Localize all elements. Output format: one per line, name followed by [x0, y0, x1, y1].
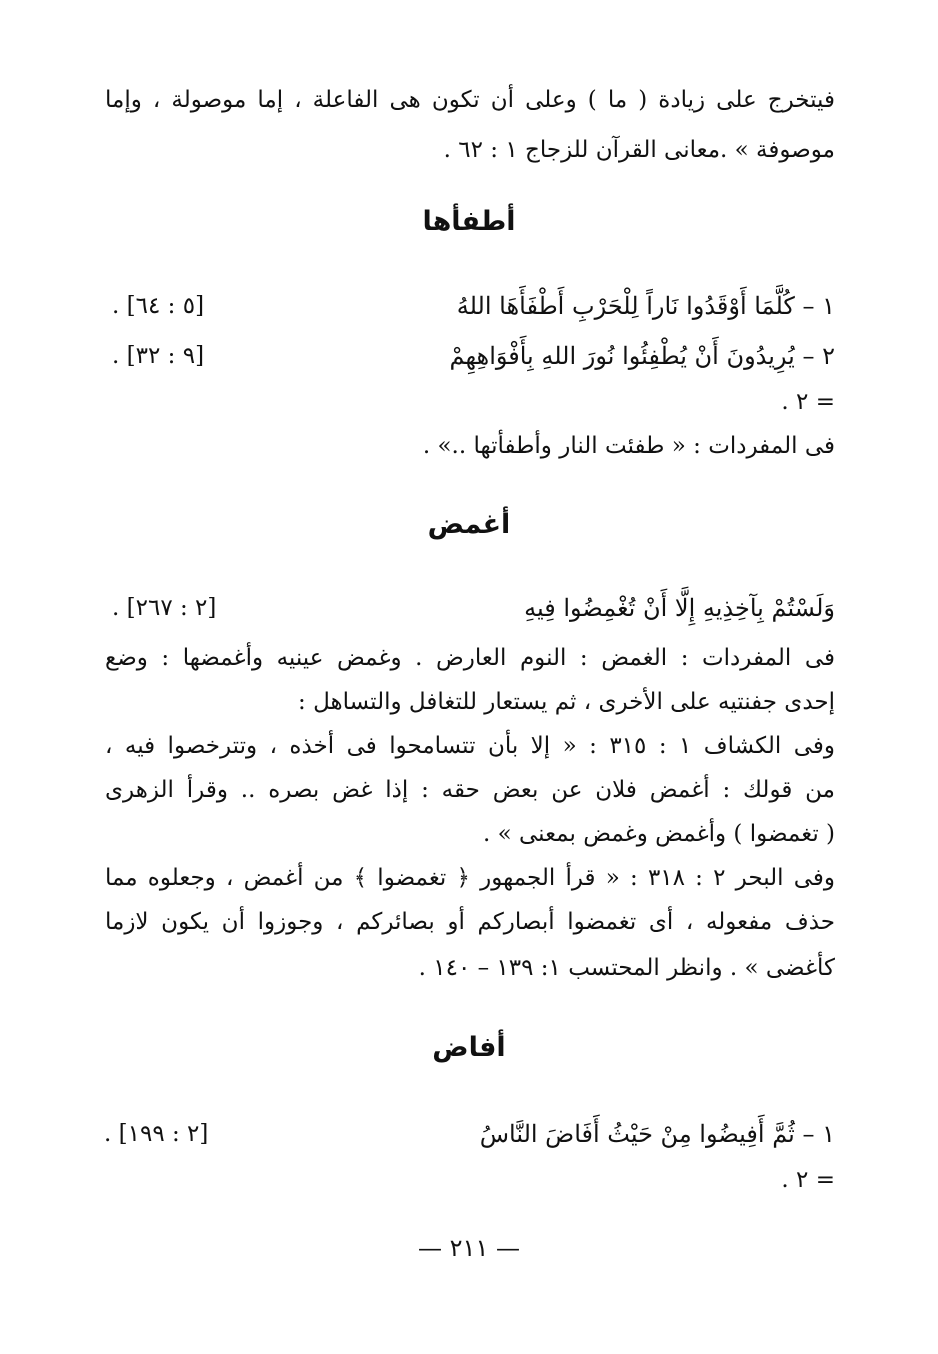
- page-number: — ٢١١ —: [418, 1234, 520, 1262]
- note-line: كأغضى » . وانظر المحتسب ١: ١٣٩ – ١٤٠ .: [418, 955, 835, 981]
- note-line: ( تغمضوا ) وأغمض وغمض بمعنى » .: [482, 821, 835, 847]
- verse-reference: [٥ : ٦٤] .: [112, 293, 205, 319]
- verse-text: ١ – ثُمَّ أَفِيضُوا مِنْ حَيْثُ أَفَاضَ النَّاسُ: [479, 1120, 835, 1148]
- verse-reference: [٩ : ٣٢] .: [112, 343, 205, 369]
- note-line: وفى البحر ٢ : ٣١٨ : « قرأ الجمهور ﴿ تغمضوا ﴾ من أغمض ، وجعلوه مما: [105, 865, 835, 891]
- section-heading-afaad: أفاض: [432, 1032, 506, 1063]
- verse-reference: [٢ : ٢٦٧] .: [112, 595, 217, 621]
- note-line: وفى الكشاف ١ : ٣١٥ : « إلا بأن تتسامحوا فى أخذه ، وتترخصوا فيه ،: [105, 733, 835, 759]
- note-line: فى المفردات : « طفئت النار وأطفأتها ..» .: [422, 433, 835, 459]
- note-line: من قولك : أغمض فلان عن بعض حقه : إذا غض بصره .. وقرأ الزهرى: [105, 777, 835, 803]
- section-heading-atfaaha: أطفأها: [422, 206, 516, 237]
- verse-text: ١ – كُلَّمَا أَوْقَدُوا نَاراً لِلْحَرْبِ أَطْفَأَهَا اللهُ: [456, 292, 835, 320]
- verse-count: = ٢ .: [781, 389, 835, 415]
- intro-line-2: موصوفة » .معانى القرآن للزجاج ١ : ٦٢ .: [443, 137, 835, 163]
- verse-reference: [٢ : ١٩٩] .: [104, 1121, 209, 1147]
- note-line: حذف مفعوله ، أى تغمضوا أبصاركم أو بصائركم ، وجوزوا أن يكون لازما: [105, 909, 835, 935]
- verse-text: ٢ – يُرِيدُونَ أَنْ يُطْفِئُوا نُورَ اللهِ بِأَفْوَاهِهِمْ: [449, 342, 835, 370]
- section-heading-aghmad: أغمض: [427, 509, 511, 540]
- verse-text: وَلَسْتُمْ بِآخِذِيهِ إِلَّا أَنْ تُغْمِضُوا فِيهِ: [524, 594, 835, 622]
- note-line: فى المفردات : الغمض : النوم العارض . وغمض عينيه وأغمضها : وضع: [105, 645, 835, 671]
- verse-count: = ٢ .: [781, 1167, 835, 1193]
- note-line: إحدى جفنتيه على الأخرى ، ثم يستعار للتغافل والتساهل :: [298, 689, 835, 715]
- intro-line-1: فيتخرج على زيادة ( ما ) وعلى أن تكون هى الفاعلة ، إما موصولة ، وإما: [105, 87, 835, 113]
